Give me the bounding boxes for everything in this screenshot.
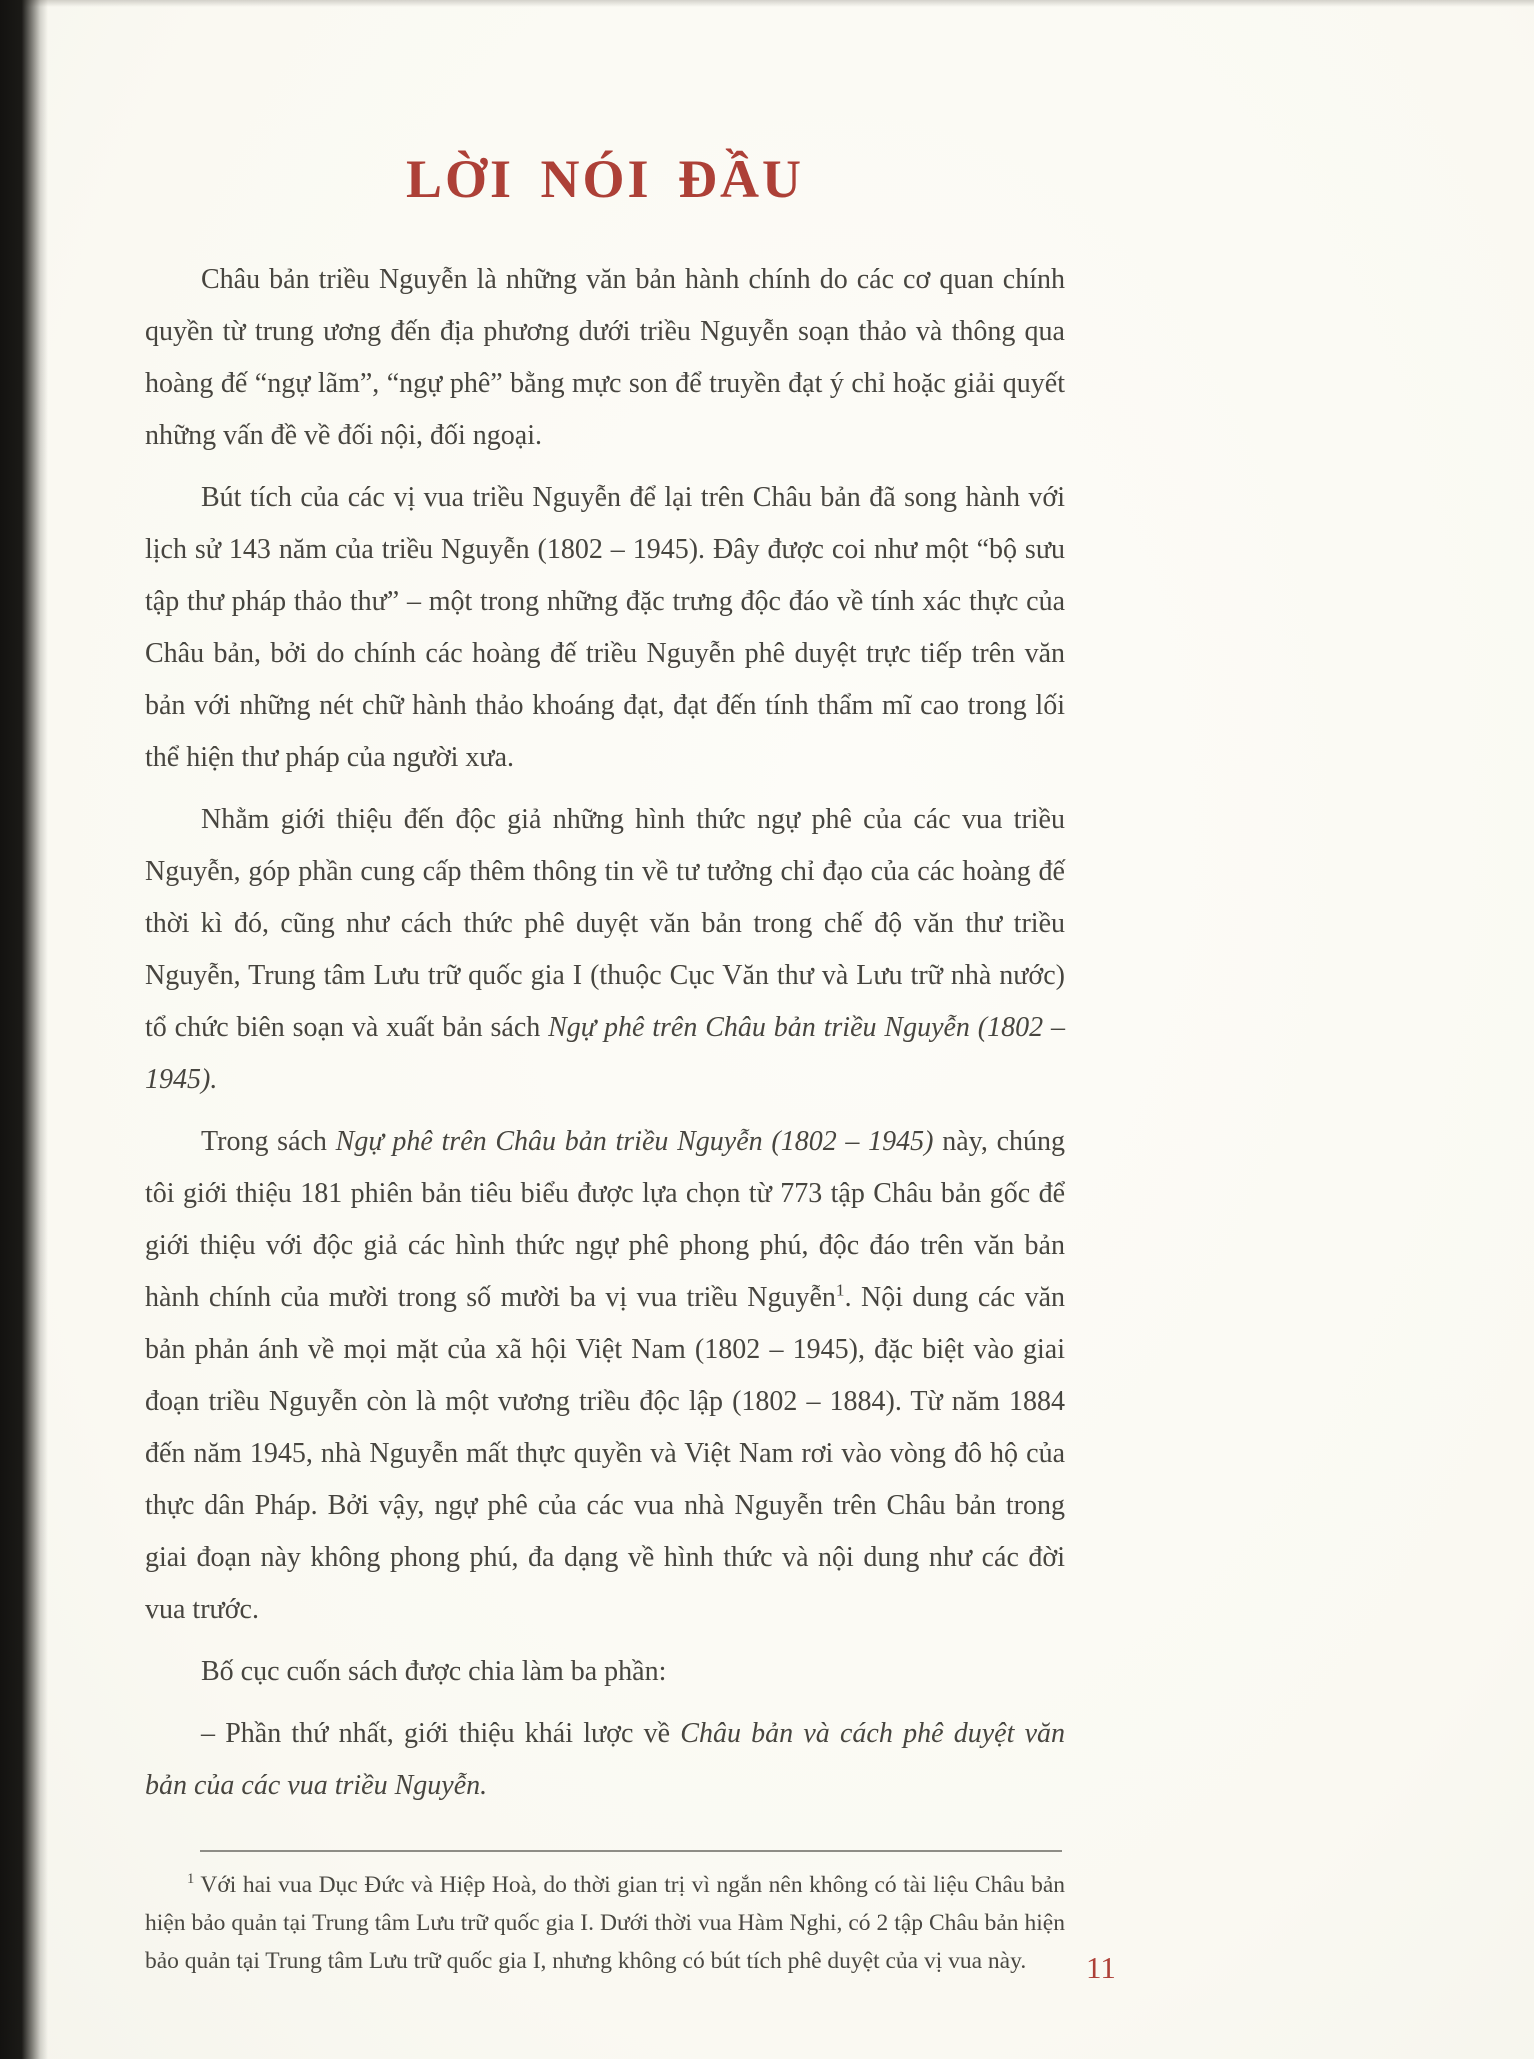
page-number: 11 [1086, 1950, 1116, 1985]
book-title-italic: Ngự phê trên Châu bản triều Nguyễn (1802 – 1945) [335, 1126, 934, 1157]
text-run: Nhằm giới thiệu đến độc giả những hình thức ngự phê của các vua triều Nguyễn, góp phần cung cấp thêm thông tin về tư tưởng chỉ đạo của các hoàng đế thời kì đó, cũng như cách thức phê duyệt văn bản trong chế độ văn thư triều Nguyễn, Trung tâm Lưu trữ quốc gia I (thuộc Cục Văn thư và Lưu trữ nhà nước) tổ chức biên soạn và xuất bản sách [145, 804, 1065, 1043]
footnote-marker: 1 [187, 1871, 195, 1888]
footnote-reference: 1 [835, 1280, 845, 1300]
page-title: LỜI NÓI ĐẦU [405, 149, 805, 209]
section-title-italic: Châu bản và cách phê duyệt văn bản của các vua triều Nguyễn. [145, 1718, 1065, 1801]
footnote-text: Với hai vua Dục Đức và Hiệp Hoà, do thời gian trị vì ngắn nên không có tài liệu Châu bản hiện bảo quản tại Trung tâm Lưu trữ quốc gia I. Dưới thời vua Hàm Nghi, có 2 tập Châu bản hiện bảo quản tại Trung tâm Lưu trữ quốc gia I, nhưng không có bút tích phê duyệt của vị vua này. [145, 1872, 1065, 1974]
text-run: – Phần thứ nhất, giới thiệu khái lược về [201, 1718, 681, 1749]
footnote-divider [200, 1850, 1062, 1852]
footnote [145, 1866, 1065, 1980]
paragraph [145, 794, 1065, 1106]
paragraph [145, 1116, 1065, 1636]
text-run: này, chúng tôi giới thiệu 181 phiên bản tiêu biểu được lựa chọn từ 773 tập Châu bản gốc để giới thiệu với độc giả các hình thức ngự phê phong phú, độc đáo trên văn bản hành chính của mười trong số mười ba vị vua triều Nguyễn [145, 1126, 1066, 1313]
paragraph [145, 1708, 1065, 1812]
paragraph [145, 1646, 1065, 1698]
paragraph [145, 472, 1065, 784]
text-run: . Nội dung các văn bản phản ánh về mọi mặt của xã hội Việt Nam (1802 – 1945), đặc biệt vào giai đoạn triều Nguyễn còn là một vương triều độc lập (1802 – 1884). Từ năm 1884 đến năm 1945, nhà Nguyễn mất thực quyền và Việt Nam rơi vào vòng đô hộ của thực dân Pháp. Bởi vậy, ngự phê của các vua nhà Nguyễn trên Châu bản trong giai đoạn này không phong phú, đa dạng về hình thức và nội dung như các đời vua trước. [145, 1282, 1066, 1625]
footnote-area [145, 1850, 1065, 1980]
text-run: Châu bản triều Nguyễn là những văn bản hành chính do các cơ quan chính quyền từ trung ương đến địa phương dưới triều Nguyễn soạn thảo và thông qua hoàng đế “ngự lãm”, “ngự phê” bằng mực son để truyền đạt ý chỉ hoặc giải quyết những vấn đề về đối nội, đối ngoại. [145, 264, 1065, 451]
scan-spine-shadow [0, 0, 48, 2059]
book-title-italic: Ngự phê trên Châu bản triều Nguyễn (1802 – 1945). [145, 1012, 1065, 1095]
paragraph [145, 254, 1065, 462]
text-run: Bút tích của các vị vua triều Nguyễn để lại trên Châu bản đã song hành với lịch sử 143 năm của triều Nguyễn (1802 – 1945). Đây được coi như một “bộ sưu tập thư pháp thảo thư” – một trong những đặc trưng độc đáo về tính xác thực của Châu bản, bởi do chính các hoàng đế triều Nguyễn phê duyệt trực tiếp trên văn bản với những nét chữ hành thảo khoáng đạt, đạt đến tính thẩm mĩ cao trong lối thể hiện thư pháp của người xưa. [145, 482, 1065, 773]
text-column [145, 254, 1065, 1822]
text-run: Bố cục cuốn sách được chia làm ba phần: [201, 1656, 667, 1687]
scan-top-shadow [0, 0, 1534, 7]
text-run: Trong sách [201, 1126, 336, 1157]
